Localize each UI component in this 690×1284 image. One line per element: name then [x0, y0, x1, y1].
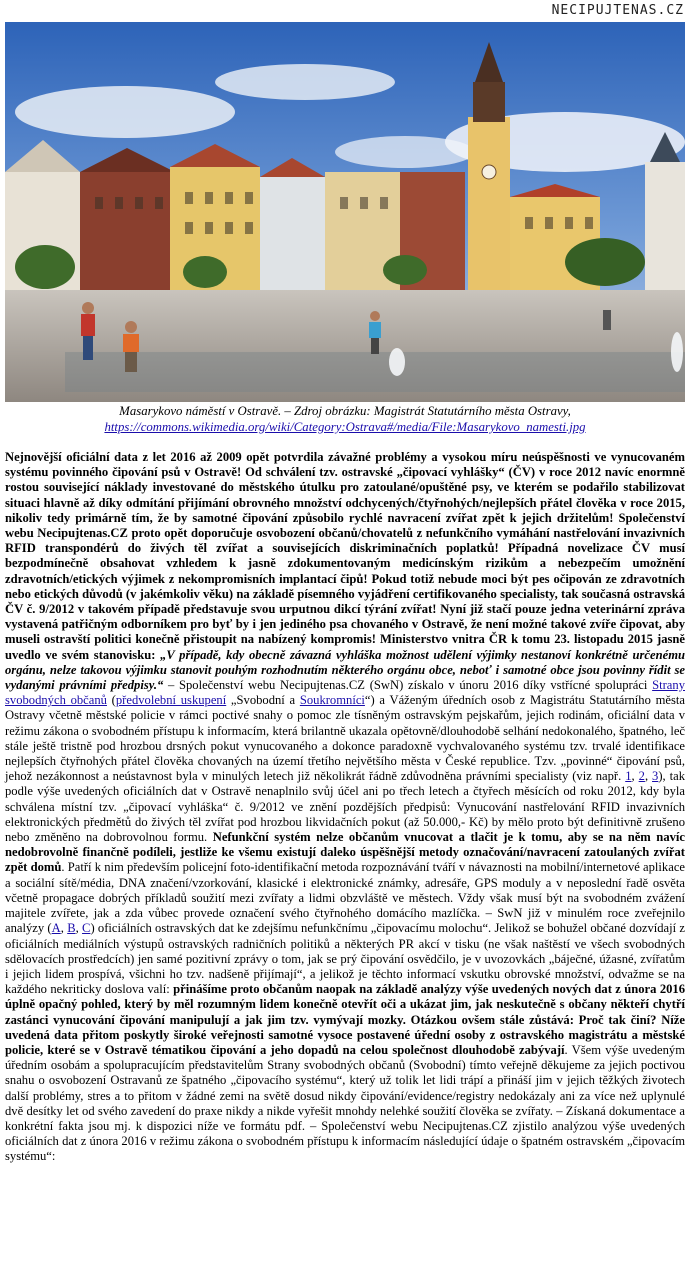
link-soukromnici[interactable]: Soukromníci [299, 693, 365, 708]
analysis-link-c[interactable]: C [82, 921, 91, 936]
masaryk-square-photo [5, 22, 685, 402]
bold-statement-analysis: přinášíme proto občanům naopak na základě analýzy výše uvedených nových dat z února 2016 úplně opačný pohled, který by měl rozumným lidem konečně otevřít oči a ukázat jim, jak neskutečně s občany někteří chytří zastánci vynucování čipování manipulují a jak jim tzv. vymývají mozky. Otázkou ovšem stále zůstává: Proč tak činí? Níže uvedená data přitom poskytly široké veřejnosti samotné vysoce postavené úřední osoby z ostravského magistrátu a městské policie, které se v Ostravě tématikou čipování a jeho dopadů na celou společnost dlouhodobě zabývají [5, 982, 686, 1057]
ref-link-3[interactable]: 3 [652, 769, 659, 784]
link-strana-svobodnych-obcanu[interactable]: Strany svobodných občanů [5, 678, 685, 708]
caption-text: Masarykovo náměstí v Ostravě. – Zdroj obrázku: Magistrát Statutárního města Ostravy, [119, 404, 571, 418]
analysis-link-a[interactable]: A [51, 921, 61, 936]
ref-link-2[interactable]: 2 [638, 769, 645, 784]
bold-statement-system: Nefunkční systém nelze občanům vnucovat a tlačit je k tomu, aby se na něm navíc nedobrovolně finančně podíleli, jestliže ke všemu existují daleko úspěšnější metody označování/navracení zatoulaných zvířat zpět domů [5, 830, 685, 875]
ref-link-1[interactable]: 1 [625, 769, 632, 784]
article-paragraph: Nejnovější oficiální data z let 2016 až 2009 opět potvrdila závažné problémy a vysokou míru neúspěšnosti ve vynucovaném systému povinného čipování psů v Ostravě! Od schválení tzv. ostravské „čipovací vyhlášky“ (ČV) v roce 2012 navíc enormně rostou související náklady investované do městského útulku pro zatoulané/opuštěné psy, ve kterém se podařilo stabilizovat situaci hlavně až díky odmítání přijímání obrovného množství odchycených/čtyřnohých/nejlepších přátel člověka v roce 2015, nikoliv tedy primárně tím, že by samotné čipování způsobilo rychlé navracení zvířat zpět k jejich držitelům! Společenství webu Necipujtenas.CZ proto opět doporučuje osvobození občanů/chovatelů z nefunkčního vymáhání nastřelování invazivních RFID transpondérů do živých těl zvířat a souvisejících diskriminačních poplatků! Případná novelizace ČV musí bezpodmínečně obsahovat vzhledem k jasně zdokumentovaným medicínským rizikům a nebezpečím umožnění zdravotních/etických výjimek z nekompromisních implantací čipů! Pokud totiž nebude moci být pes očipován ze zdravotních nebo etických důvodů (v jakémkoliv věku) na základě písemného vyjádření certifikovaného specialisty, tak současná ostravská ČV č. 9/2012 v takovém případě představuje svou urputnou dikcí týrání zvířat! Nyní již stačí pouze jedna veterinární zpráva vystavená patřičným odborníkem pro byť by i jen jediného psa chovaného v Ostravě, že není možné takové zvíře čipovat, aby museli ostravští politici konečně přistoupit na nabízený kompromis! Ministerstvo vnitra ČR k tomu 23. listopadu 2015 jasně uvedlo ve svém stanovisku: „V případě, kdy obecně závazná vyhláška možnost udělení výjimky nestanoví konkrétně určenému orgánu, nelze takovou výjimku stanovit pouhým rozhodnutím některého orgánu obce, neboť i samotné obce jsou povinny řídit se vydanými právními předpisy.“ – Společenství webu Necipujtenas.CZ (SwN) získalo v únoru 2016 díky vstřícné spolupráci Strany svobodných občanů (předvolební uskupení „Svobodní a Soukromníci“) a Váženým úředních osob z Magistrátu Statutárního města Ostravy včetně městské policie v rámci poctivé snahy o pomoc zle tísněným ostravským pejskařům, jejich rodinám, oficiální data v režimu zákona o svobodném přístupu k informacím, která brilantně ukazala opětovně/dlouhodobě selhání nedokonalého, špatného, leč stále ještě tristně pod hrozbou drsných pokut vynucovaného a dokonce paradoxně vychvalovaného systému tzv. trvalé identifikace nejlepších čtyřnohých přátel člověka chovaných na území třetího největšího města v České republice. Tzv. „povinné“ čipování psů, jehož nezákonnost a neústavnost byla v minulých letech již několikrát řádně zdůvodněna právními specialisty (viz např. 1, 2, 3), tak podle výše uvedených oficiálních dat v Ostravě nenaplnilo svůj účel ani po třech letech a čtyřech měsících od roku 2012, kdy byla schválena místní tzv. „čipovací vyhláška“ č. 9/2012 ve znění pozdějších předpisů: Vynucování nastřelování RFID invazivních elektronických předmětů do živých těl zvířat pod hrozbou likvidačních pokut (až 50.000,- Kč) by mělo proto být definitivně zrušeno nebo změněno na dobrovolnou formu. Nefunkční systém nelze občanům vnucovat a tlačit je k tomu, aby se na něm navíc nedobrovolně finančně podíleli, jestliže ke všemu existují daleko úspěšnější metody označování/navracení zatoulaných zvířat zpět domů. Patří k nim především policejní foto-identifikační metoda rozpoznávání tváří v návaznosti na mobilní/internetové aplikace a sociální sítě/média, DNA značení/vzorkování, klasické i elektronické známky, adresáře, GPS moduly a v neposlední řadě osvěta včetně propagace dobrých příkladů soužití mezi zvířaty a lidmi obzvláště ve městech. Vždy však musí být na svobodném zvážení majitele zvířete, jak a zda vůbec provede označení svého čtyřnohého domácího mazlíčka. – SwN již v minulém roce zveřejnilo analýzy (A, B, C) oficiálních ostravských dat ke zdejšímu nefunkčnímu „čipovacímu molochu“. Jelikož se bohužel občané dozvídají z oficiálních mediálních výstupů ostravských radničních politiků a některých PR akcí v tisku (ne však naštěstí ve všech svobodných sdělovacích prostředcích) jen samé pozitivní zprávy o tom, jak se prý čipování osvědčilo, je v uvozovkách „báječné, úžasné, zvířatům i jejich lidem prospívá, všichni ho tzv. nadšeně přijímají“, a jelikož je těchto informací vskutku obrovské množství, odvažme se na každého nekriticky doslova valí: přinášíme proto občanům naopak na základě analýzy výše uvedených nových dat z února 2016 úplně opačný pohled, který by měl rozumným lidem konečně otevřít oči a ukázat jim, jak neskutečně s občany někteří chytří zastánci vynucování čipování manipulují a jak jim tzv. vymývají mozky. Otázkou ovšem stále zůstává: Proč tak činí? Níže uvedená data přitom poskytly široké veřejnosti samotné vysoce postavené úřední osoby z ostravského magistrátu a městské policie, které se v Ostravě tématikou čipování a jeho dopadů na celou společnost dlouhodobě zabývají. Všem výše uvedeným úředním osobám a spolupracujícím představitelům Strany svobodných občanů (Svobodní) tímto veřejně děkujeme za jejich poctivou snahu o osvobození Ostravanů ze špatného „čipovacího systému“, který už tolik let lidi trápí a přináší jim v jejich těžkých životech další problémy, stres a to přitom v žádné zemi na světě dosud nikdy čipování/evidence/registry nedokázaly ani za více než uplynulé dvě desítky let od svého zavedení do praxe nikdy a nikde vyřešit mnohdy nelehké soužití člověka se zvířaty. – Získaná dokumentace a konkrétní fakta jsou mj. k dispozici níže ve formátu pdf. – Společenství webu Necipujtenas.CZ zjistilo analýzou výše uvedených oficiálních dat z února 2016 v režimu zákona o svobodném přístupu k informacím následující údaje o špatném ostravském „čipovacím systému“: [5, 450, 686, 1164]
ministry-quote: „V případě, kdy obecně závazná vyhláška možnost udělení výjimky nestanoví konkrétně určenému orgánu, nelze takovou výjimku stanovit pouhým rozhodnutím některého orgánu obce, neboť i samotné obce jsou povinny řídit se vydanými právními předpisy.“ [5, 647, 685, 693]
link-predvolebni-uskupeni[interactable]: předvolební uskupení [115, 693, 227, 708]
lead-bold-text: Nejnovější oficiální data z let 2016 až 2009 opět potvrdila závažné problémy a vysokou míru neúspěšnosti ve vynucovaném systému povinného čipování psů v Ostravě! Od schválení tzv. ostravské „čipovací vyhlášky“ (ČV) v roce 2012 navíc enormně rostou související náklady investované do městského útulku pro zatoulané/opuštěné psy, ve kterém se podařilo stabilizovat situaci hlavně až díky odmítání přijímání obrovného množství odchycených/čtyřnohých/nejlepších přátel člověka v roce 2015, nikoliv tedy primárně tím, že by samotné čipování způsobilo rychlé navracení zvířat zpět k jejich držitelům! Společenství webu Necipujtenas.CZ proto opět doporučuje osvobození občanů/chovatelů z nefunkčního vymáhání nastřelování invazivních RFID transpondérů do živých těl zvířat a souvisejících diskriminačních poplatků! Případná novelizace ČV musí bezpodmínečně obsahovat vzhledem k jasně zdokumentovaným medicínským rizikům a nebezpečím umožnění zdravotních/etických výjimek z nekompromisních implantací čipů! Pokud totiž nebude moci být pes očipován ze zdravotních nebo etických důvodů (v jakémkoliv věku) na základě písemného vyjádření certifikovaného specialisty, tak současná ostravská ČV č. 9/2012 v takovém případě představuje svou urputnou dikcí týrání zvířat! Nyní již stačí pouze jedna veterinární zpráva vystavená patřičným odborníkem pro byť by i jen jediného psa chovaného v Ostravě, že není možné takové zvíře čipovat, aby museli ostravští politici konečně přistoupit na nabízený kompromis! Ministerstvo vnitra ČR k tomu 23. listopadu 2015 jasně uvedlo ve svém stanovisku: [5, 450, 685, 662]
caption-source-link[interactable]: https://commons.wikimedia.org/wiki/Category:Ostrava#/media/File:Masarykovo_namesti.jpg [104, 420, 586, 434]
site-watermark: NECIPUJTENAS.CZ [551, 3, 684, 18]
article-body [5, 450, 685, 1165]
photo-caption [5, 403, 685, 435]
analysis-link-b[interactable]: B [67, 921, 76, 936]
